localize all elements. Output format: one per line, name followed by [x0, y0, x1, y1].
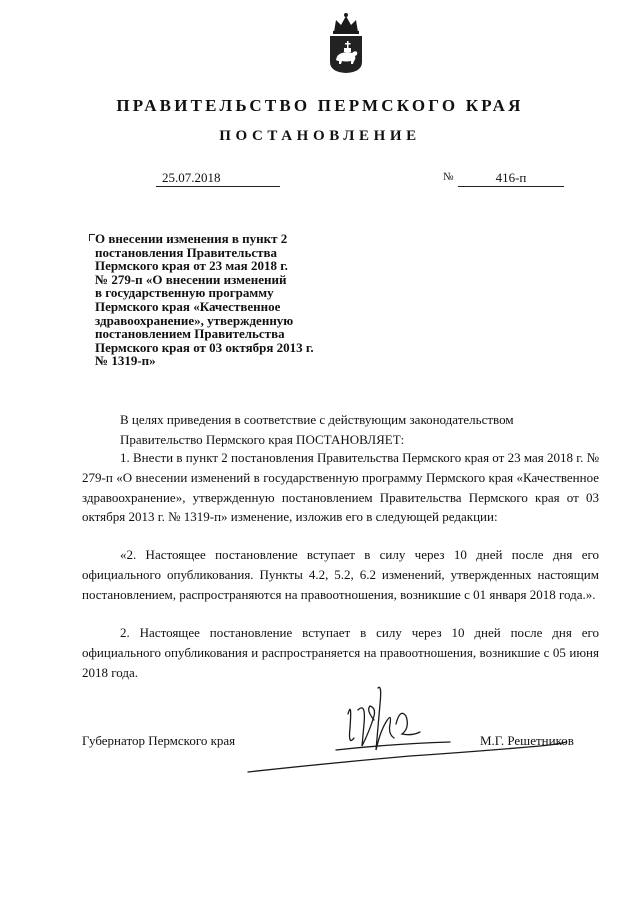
document-type: ПОСТАНОВЛЕНИЕ	[219, 128, 421, 144]
subject-line: здравоохранение», утвержденную	[95, 312, 294, 328]
handwritten-signature-icon	[240, 680, 570, 780]
subject-line: Пермского края «Качественное	[95, 298, 281, 314]
document-date: 25.07.2018	[156, 169, 280, 187]
intro-line-2: Правительство Пермского края ПОСТАНОВЛЯЕТ:	[120, 431, 405, 447]
subject-line: О внесении изменения в пункт 2	[95, 231, 288, 246]
item-2-paragraph: 2. Настоящее постановление вступает в силу через 10 дней после дня его официального опубликования и распространяется на правоотношения, возникшие с 05 июня 2018 года.	[82, 625, 599, 680]
quoted-amendment: «2. Настоящее постановление вступает в силу через 10 дней после дня его официального опубликования. Пункты 4.2, 5.2, 6.2 изменений, утвержденных настоящим постановлением, распространяются на правоотношения, возникшие с 01 января 2018 года.».	[82, 547, 599, 602]
signer-title: Губернатор Пермского края	[82, 733, 236, 748]
item-1-paragraph: 1. Внести в пункт 2 постановления Правительства Пермского края от 23 мая 2018 г. № 279-п «О внесении изменений в государственную программу Пермского края «Качественное здравоохранение», утвержденную постановлением Правительства Пермского края от 03 октября 2013 г. № 1319-п» изменение, изложив его в следующей редакции:	[82, 450, 599, 525]
intro-line-1: В целях приведения в соответствие с действующим законодательством	[120, 412, 514, 427]
signer-name: М.Г. Решетников	[480, 733, 574, 748]
subject-line: постановлением Правительства	[95, 326, 285, 342]
document-subject	[95, 232, 335, 368]
subject-line: в государственную программу	[95, 285, 274, 301]
government-title: ПРАВИТЕЛЬСТВО ПЕРМСКОГО КРАЯ	[116, 96, 524, 115]
number-sign: №	[443, 171, 454, 183]
subject-line: Пермского края от 23 мая 2018 г.	[95, 258, 288, 274]
perm-krai-coat-of-arms-icon	[326, 12, 366, 74]
subject-line: Пермского края от 03 октября 2013 г.	[95, 339, 314, 355]
intro-paragraph	[82, 410, 599, 450]
subject-line: № 1319-п»	[95, 353, 156, 369]
subject-line: постановления Правительства	[95, 244, 277, 260]
subject-line: № 279-п «О внесении изменений	[95, 271, 287, 287]
document-number: 416-п	[458, 169, 564, 187]
